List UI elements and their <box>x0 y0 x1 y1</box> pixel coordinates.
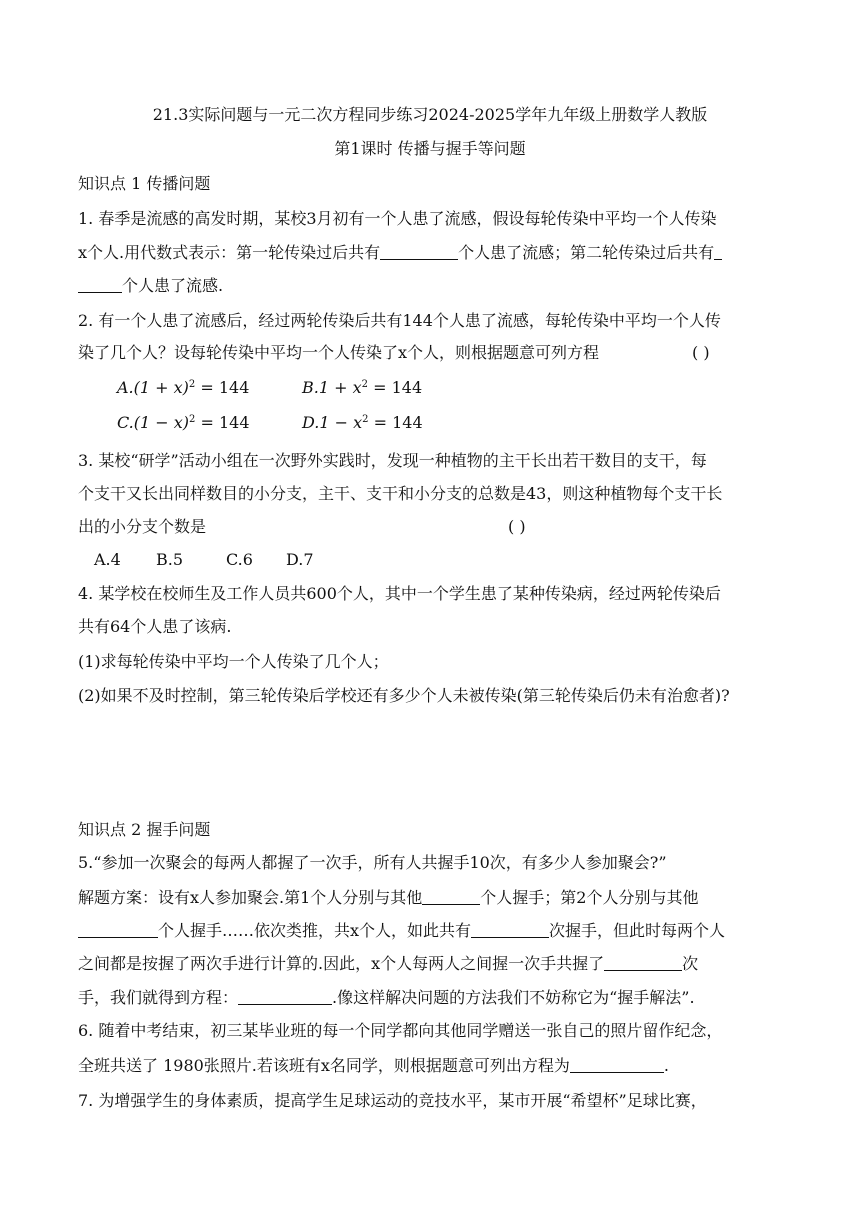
q2-option-d[interactable] <box>302 413 423 433</box>
q6-text-b: . <box>663 1056 670 1075</box>
q2-line-1: 2. 有一个人患了流感后，经过两轮传染后共有144个人患了流感，每轮传染中平均一个人传 <box>78 311 721 330</box>
q3-options <box>94 550 314 570</box>
q2-option-c-rhs: = 144 <box>195 413 250 432</box>
q5-line-5 <box>78 988 695 1008</box>
q5-text-c: 个人握手……依次类推，共x个人，如此共有 <box>158 921 472 940</box>
q2-answer-paren: ( ) <box>692 343 710 362</box>
q1-blank-1[interactable] <box>380 243 458 260</box>
q5-blank-2[interactable] <box>78 921 158 938</box>
q2-option-a-exp: 2 <box>188 379 196 390</box>
q5-blank-4[interactable] <box>604 954 682 971</box>
q2-option-d-exp: 2 <box>362 414 369 425</box>
q2-option-c-exp: 2 <box>189 414 196 425</box>
q1-text-c: 个人患了流感. <box>122 276 224 295</box>
q1-text-a: x个人.用代数式表示：第一轮传染过后共有 <box>78 243 381 262</box>
q5-blank-1[interactable] <box>422 888 480 905</box>
q4-part-1: (1)求每轮传染中平均一个人传染了几个人； <box>78 652 389 671</box>
q1-blank-2-start[interactable] <box>714 243 722 260</box>
q4-line-1: 4. 某学校在校师生及工作人员共600个人，其中一个学生患了某种传染病，经过两轮传染后 <box>78 584 721 603</box>
q2-option-a-text: A.(1 + x) <box>117 378 189 397</box>
q6-blank[interactable] <box>570 1056 664 1073</box>
lesson-subtitle: 第1课时 传播与握手等问题 <box>334 139 526 158</box>
q5-line-4 <box>78 954 698 974</box>
q1-line-1: 1. 春季是流感的高发时期，某校3月初有一个人患了流感，假设每轮传染中平均一个人传染 <box>78 209 717 228</box>
section-heading-handshake: 知识点 2 握手问题 <box>78 820 211 839</box>
q5-text-d: 次握手，但此时每两个人 <box>549 921 726 940</box>
q5-text-g: 手，我们就得到方程： <box>78 988 239 1007</box>
q1-line-3 <box>78 276 223 296</box>
q5-text-e: 之间都是按握了两次手进行计算的.因此，x个人每两人之间握一次手共握了 <box>78 954 605 973</box>
q5-line-2 <box>78 888 698 908</box>
q5-text-b: 个人握手；第2个人分别与其他 <box>480 888 699 907</box>
q3-line-2: 个支干又长出同样数目的小分支，主干、支干和小分支的总数是43，则这种植物每个支干长 <box>78 484 723 503</box>
q2-option-b-exp: 2 <box>361 379 368 390</box>
q3-answer-paren: ( ) <box>508 517 526 536</box>
q7-line-1: 7. 为增强学生的身体素质，提高学生足球运动的竞技水平，某市开展“希望杯”足球比赛， <box>78 1091 707 1110</box>
q2-option-b[interactable] <box>302 378 422 398</box>
q2-option-b-text: B.1 + x <box>302 378 362 397</box>
q1-blank-2-end[interactable] <box>78 276 122 293</box>
q6-line-2 <box>78 1056 669 1076</box>
q1-line-2 <box>78 243 722 263</box>
q5-text-h: .像这样解决问题的方法我们不妨称它为“握手解法”. <box>332 988 695 1007</box>
q2-option-a[interactable] <box>117 378 249 398</box>
q4-part-2: (2)如果不及时控制，第三轮传染后学校还有多少个人未被传染(第三轮传染后仍未有治愈者)? <box>78 686 730 705</box>
q2-option-a-rhs: = 144 <box>195 378 250 397</box>
q2-option-d-text: D.1 − x <box>302 413 363 432</box>
q3-line-3: 出的小分支个数是 <box>78 517 207 536</box>
q2-option-c-text: C.(1 − x) <box>117 413 190 432</box>
q5-blank-5[interactable] <box>238 988 332 1005</box>
q4-line-2: 共有64个人患了该病. <box>78 617 232 636</box>
section-heading-spread: 知识点 1 传播问题 <box>78 174 211 193</box>
q1-text-b: 个人患了流感；第二轮传染过后共有 <box>458 243 715 262</box>
q3-option-a[interactable]: A.4 <box>94 550 121 569</box>
q5-text-a: 解题方案：设有x人参加聚会.第1个人分别与其他 <box>78 888 423 907</box>
q3-option-d[interactable]: D.7 <box>286 550 314 569</box>
q2-option-c[interactable] <box>117 413 250 433</box>
worksheet-title: 21.3实际问题与一元二次方程同步练习2024-2025学年九年级上册数学人教版 <box>152 105 708 124</box>
q2-line-2 <box>78 343 599 363</box>
q6-line-1: 6. 随着中考结束，初三某毕业班的每一个同学都向其他同学赠送一张自己的照片留作纪念， <box>78 1021 723 1040</box>
q5-blank-3[interactable] <box>471 921 549 938</box>
q2-option-b-rhs: = 144 <box>368 378 423 397</box>
q3-line-1: 3. 某校“研学”活动小组在一次野外实践时，发现一种植物的主干长出若干数目的支干，每 <box>78 451 707 470</box>
q2-text: 染了几个人？设每轮传染中平均一个人传染了x个人，则根据题意可列方程 <box>78 343 600 362</box>
q3-option-b[interactable]: B.5 <box>156 550 184 569</box>
q5-line-3 <box>78 921 725 941</box>
q2-option-d-rhs: = 144 <box>368 413 423 432</box>
q3-option-c[interactable]: C.6 <box>226 550 253 569</box>
q5-text-f: 次 <box>682 954 699 973</box>
q6-text-a: 全班共送了 1980张照片.若该班有x名同学，则根据题意可列出方程为 <box>78 1056 570 1075</box>
q5-line-1: 5.“参加一次聚会的每两人都握了一次手，所有人共握手10次，有多少人参加聚会?” <box>78 853 667 872</box>
